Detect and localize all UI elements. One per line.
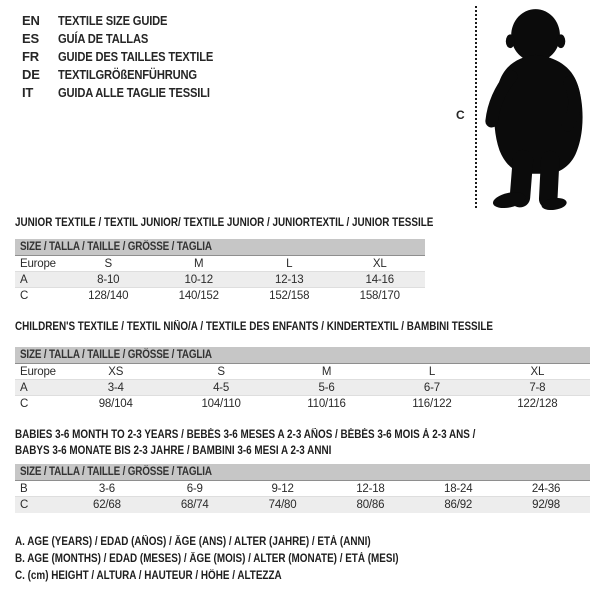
language-code: DE [22, 66, 40, 82]
note-height-cm: C. (cm) HEIGHT / ALTURA / HAUTEUR / HÖHE / ALTEZZA [15, 570, 282, 582]
language-code: IT [22, 84, 34, 100]
table-cell: 6-7 [423, 381, 440, 394]
language-code: EN [22, 12, 40, 28]
table-cell: 12-13 [275, 273, 304, 286]
table-cell: M [194, 257, 204, 270]
guide-title-en: TEXTILE SIZE GUIDE [58, 12, 168, 28]
size-header-bar: SIZE / TALLA / TAILLE / GRÖSSE / TAGLIA [15, 347, 590, 364]
table-cell: XL [530, 365, 545, 378]
language-row-it [22, 83, 238, 101]
table-cell: XS [108, 365, 124, 378]
table-cell: 8-10 [97, 273, 120, 286]
table-cell: XL [372, 257, 387, 270]
table-cell: 104/110 [201, 398, 241, 410]
table-cell: 80/86 [356, 499, 385, 511]
row-label: Europe [20, 257, 56, 270]
section-title-children: CHILDREN'S TEXTILE / TEXTIL NIÑO/A / TEXTILE DES ENFANTS / KINDERTEXTIL / BAMBINI TESSILE [15, 321, 494, 333]
note-age-months: B. AGE (MONTHS) / EDAD (MESES) / ÂGE (MOIS) / ALTER (MONATE) / ETÀ (MESI) [15, 553, 399, 565]
table-cell: 68/74 [180, 499, 209, 511]
table-cell: 7-8 [529, 381, 546, 394]
row-label: C [20, 499, 29, 511]
table-cell: L [428, 365, 436, 378]
children-size-table [15, 347, 590, 412]
table-cell: 116/122 [412, 398, 452, 410]
table-cell: 122/128 [517, 398, 558, 410]
table-cell: 10-12 [184, 273, 213, 286]
table-row [15, 497, 590, 513]
table-row [15, 256, 425, 272]
table-cell: 12-18 [356, 482, 385, 495]
section-title-babies: BABIES 3-6 MONTH TO 2-3 YEARS / BEBÉS 3-6 MESES A 2-3 AÑOS / BÉBÉS 3-6 MOIS À 2-3 ANS / BABYS 3-6 MONATE BIS 2-3 JAHRE / BAMBINI 3-6 MESI A 2-3 ANNI [15, 429, 476, 457]
table-cell: 6-9 [186, 482, 203, 495]
table-cell: S [104, 257, 112, 270]
language-row-de [22, 65, 238, 83]
language-code: ES [22, 30, 39, 46]
table-cell: 92/98 [532, 499, 560, 511]
table-row [15, 364, 590, 380]
language-row-fr [22, 47, 238, 65]
table-row [15, 481, 590, 497]
legend-notes [15, 536, 461, 587]
table-cell: 140/152 [178, 290, 219, 302]
babies-size-table [15, 464, 590, 513]
language-title-list [22, 11, 238, 101]
table-cell: 74/80 [268, 499, 297, 511]
guide-title-fr: GUIDE DES TAILLES TEXTILE [58, 48, 214, 64]
table-cell: L [286, 257, 293, 270]
row-label: A [20, 381, 28, 394]
size-header-bar: SIZE / TALLA / TAILLE / GRÖSSE / TAGLIA [15, 239, 425, 256]
guide-title-es: GUÍA DE TALLAS [58, 30, 149, 46]
table-cell: M [321, 365, 332, 378]
height-measure-line [475, 6, 477, 208]
table-cell: 128/140 [88, 290, 129, 302]
table-cell: 98/104 [98, 398, 133, 410]
table-cell: 4-5 [213, 381, 230, 394]
height-figure [450, 4, 598, 214]
table-cell: 3-6 [98, 482, 115, 495]
language-row-es [22, 29, 238, 47]
table-cell: 86/92 [444, 499, 473, 511]
table-cell: 5-6 [318, 381, 335, 394]
children-table-body [15, 364, 590, 412]
table-cell: 3-4 [107, 381, 124, 394]
note-age-years: A. AGE (YEARS) / EDAD (AÑOS) / ÂGE (ANS) / ALTER (JAHRE) / ETÀ (ANNI) [15, 536, 371, 548]
row-label: A [20, 273, 28, 286]
table-cell: 24-36 [531, 482, 561, 495]
language-row-en [22, 11, 238, 29]
table-cell: 18-24 [444, 482, 473, 495]
row-label: B [20, 482, 28, 495]
table-cell: 9-12 [271, 482, 294, 495]
table-cell: 14-16 [365, 273, 394, 286]
table-row [15, 380, 590, 396]
language-code: FR [22, 48, 39, 64]
table-cell: 152/158 [269, 290, 310, 302]
table-row [15, 288, 425, 304]
table-row [15, 272, 425, 288]
baby-silhouette-icon [480, 6, 595, 211]
section-title-junior: JUNIOR TEXTILE / TEXTIL JUNIOR/ TEXTILE JUNIOR / JUNIORTEXTIL / JUNIOR TESSILE [15, 217, 434, 229]
guide-title-de: TEXTILGRÖßENFÜHRUNG [58, 66, 197, 82]
row-label: Europe [20, 365, 56, 378]
junior-table-body [15, 256, 425, 304]
row-label: C [20, 290, 29, 302]
table-cell: 110/116 [307, 398, 346, 410]
babies-table-body [15, 481, 590, 513]
height-measure-label: C [456, 108, 465, 122]
table-cell: 62/68 [93, 499, 121, 511]
table-row [15, 396, 590, 412]
junior-size-table [15, 239, 425, 304]
row-label: C [20, 398, 29, 410]
table-cell: S [217, 365, 225, 378]
size-header-bar: SIZE / TALLA / TAILLE / GRÖSSE / TAGLIA [15, 464, 590, 481]
guide-title-it: GUIDA ALLE TAGLIE TESSILI [58, 84, 210, 100]
table-cell: 158/170 [359, 290, 400, 302]
